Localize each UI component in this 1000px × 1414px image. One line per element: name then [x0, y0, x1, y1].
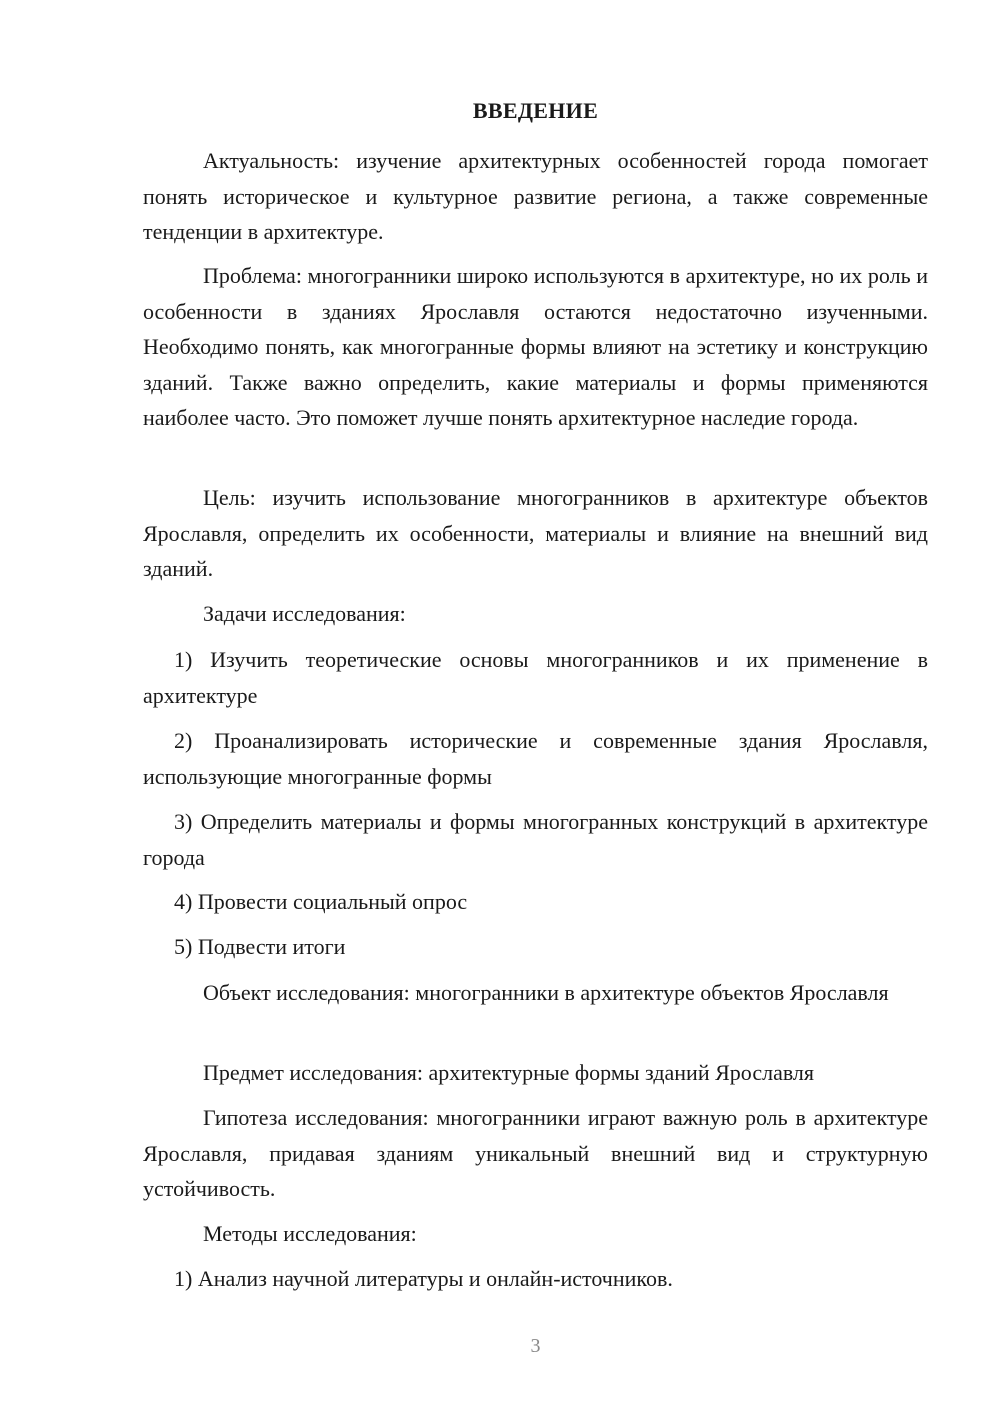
page-number: 3: [530, 1335, 541, 1357]
task-item-4: 4) Провести социальный опрос: [174, 889, 468, 914]
task-item-1: 1) Изучить теоретические основы многогранников и их применение в архитектуре: [143, 647, 928, 708]
paragraph-problem: Проблема: многогранники широко используются в архитектуре, но их роль и особенности в зданиях Ярославля остаются недостаточно изученными. Необходимо понять, как многогранные формы влияют на эстетику и конструкцию зданий. Также важно определить, какие материалы и формы применяются наиболее часто. Это поможет лучше понять архитектурное наследие города.: [143, 263, 928, 430]
tasks-heading: Задачи исследования:: [203, 601, 406, 626]
methods-heading: Методы исследования:: [203, 1221, 417, 1246]
paragraph-subject: Предмет исследования: архитектурные формы зданий Ярославля: [203, 1060, 815, 1085]
document-page: [143, 0, 928, 1414]
paragraph-object: Объект исследования: многогранники в архитектуре объектов Ярославля: [203, 980, 889, 1005]
paragraph-hypothesis: Гипотеза исследования: многогранники играют важную роль в архитектуре Ярославля, придавая зданиям уникальный внешний вид и структурную устойчивость.: [143, 1105, 928, 1201]
section-title: ВВЕДЕНИЕ: [472, 98, 599, 123]
method-item-1: 1) Анализ научной литературы и онлайн-источников.: [174, 1266, 673, 1291]
task-item-5: 5) Подвести итоги: [174, 934, 346, 959]
task-item-3: 3) Определить материалы и формы многогранных конструкций в архитектуре города: [143, 809, 928, 870]
task-item-2: 2) Проанализировать исторические и современные здания Ярославля, использующие многогранные формы: [143, 728, 928, 789]
paragraph-relevance: Актуальность: изучение архитектурных особенностей города помогает понять историческое и культурное развитие региона, а также современные тенденции в архитектуре.: [143, 148, 928, 244]
paragraph-goal: Цель: изучить использование многогранников в архитектуре объектов Ярославля, определить их особенности, материалы и влияние на внешний вид зданий.: [143, 485, 928, 581]
